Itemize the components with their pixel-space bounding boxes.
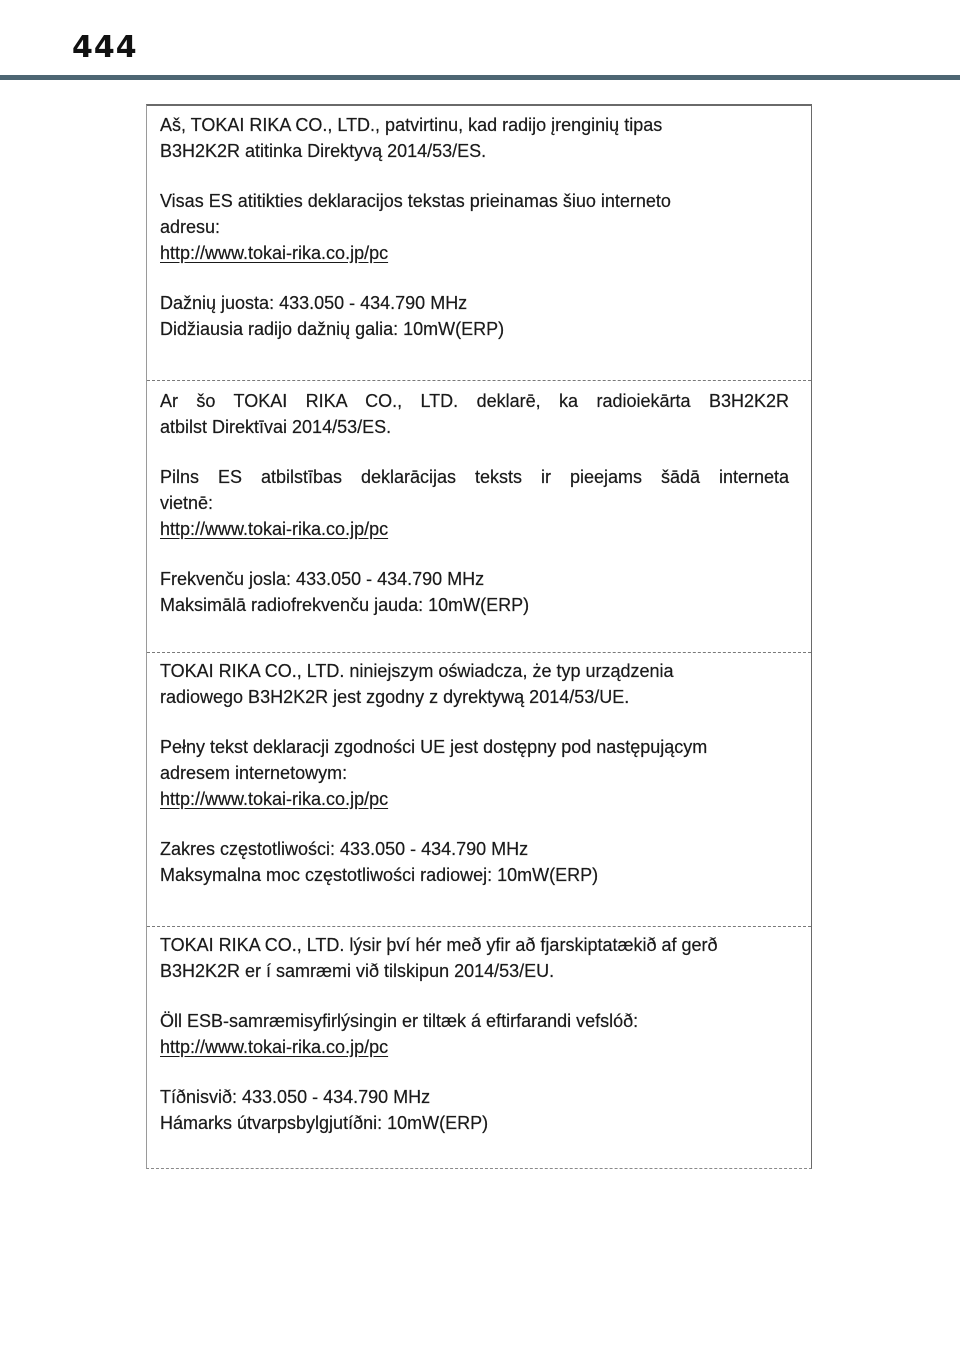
declaration-url-link[interactable]: http://www.tokai-rika.co.jp/pc [160, 789, 389, 809]
section-divider [147, 926, 811, 927]
frequency-band: Zakres częstotliwości: 433.050 - 434.790 MHz [160, 839, 529, 859]
max-power: Hámarks útvarpsbylgjutíðni: 10mW(ERP) [160, 1113, 489, 1133]
declaration-section-polish [147, 658, 811, 888]
max-power: Maksymalna moc częstotliwości radiowej: 10mW(ERP) [160, 865, 599, 885]
declaration-line-2: atbilst Direktīvai 2014/53/ES. [160, 417, 392, 437]
max-power: Maksimālā radiofrekvenču jauda: 10mW(ERP) [160, 595, 530, 615]
declaration-line-2: radiowego B3H2K2R jest zgodny z dyrektywą 2014/53/UE. [160, 687, 630, 707]
fulltext-line-1: Pełny tekst deklaracji zgodności UE jest dostępny pod następującym [160, 737, 708, 757]
header-rule [0, 75, 960, 80]
fulltext-line-2: adresu: [160, 217, 221, 237]
declaration-line-1: Ar šo TOKAI RIKA CO., LTD. deklarē, ka radioiekārta B3H2K2R [160, 391, 789, 411]
fulltext-line-2: vietnē: [160, 493, 214, 513]
max-power: Didžiausia radijo dažnių galia: 10mW(ERP) [160, 319, 505, 339]
fulltext-line-1: Öll ESB-samræmisyfirlýsingin er tiltæk á eftirfarandi vefslóð: [160, 1011, 639, 1031]
declaration-frame [146, 104, 812, 1169]
frequency-band: Dažnių juosta: 433.050 - 434.790 MHz [160, 293, 468, 313]
section-divider [147, 380, 811, 381]
fulltext-line-1: Visas ES atitikties deklaracijos tekstas prieinamas šiuo interneto [160, 191, 671, 211]
frequency-band: Tíðnisvið: 433.050 - 434.790 MHz [160, 1087, 431, 1107]
declaration-line-1: TOKAI RIKA CO., LTD. niniejszym oświadcza, że typ urządzenia [160, 661, 674, 681]
declaration-line-2: B3H2K2R er í samræmi við tilskipun 2014/53/EU. [160, 961, 555, 981]
declaration-line-1: TOKAI RIKA CO., LTD. lýsir því hér með yfir að fjarskiptatækið af gerð [160, 935, 718, 955]
declaration-url-link[interactable]: http://www.tokai-rika.co.jp/pc [160, 519, 389, 539]
fulltext-line-1: Pilns ES atbilstības deklarācijas teksts ir pieejams šādā interneta [160, 467, 789, 487]
declaration-section-icelandic [147, 932, 811, 1136]
declaration-line-2: B3H2K2R atitinka Direktyvą 2014/53/ES. [160, 141, 487, 161]
frequency-band: Frekvenču josla: 433.050 - 434.790 MHz [160, 569, 485, 589]
declaration-line-1: Aš, TOKAI RIKA CO., LTD., patvirtinu, kad radijo įrenginių tipas [160, 115, 663, 135]
declaration-section-latvian [147, 388, 811, 618]
fulltext-line-2: adresem internetowym: [160, 763, 348, 783]
page-number: 444 [72, 30, 138, 65]
declaration-url-link[interactable]: http://www.tokai-rika.co.jp/pc [160, 243, 389, 263]
declaration-section-lithuanian [147, 112, 811, 342]
declaration-url-link[interactable]: http://www.tokai-rika.co.jp/pc [160, 1037, 389, 1057]
section-divider [147, 652, 811, 653]
